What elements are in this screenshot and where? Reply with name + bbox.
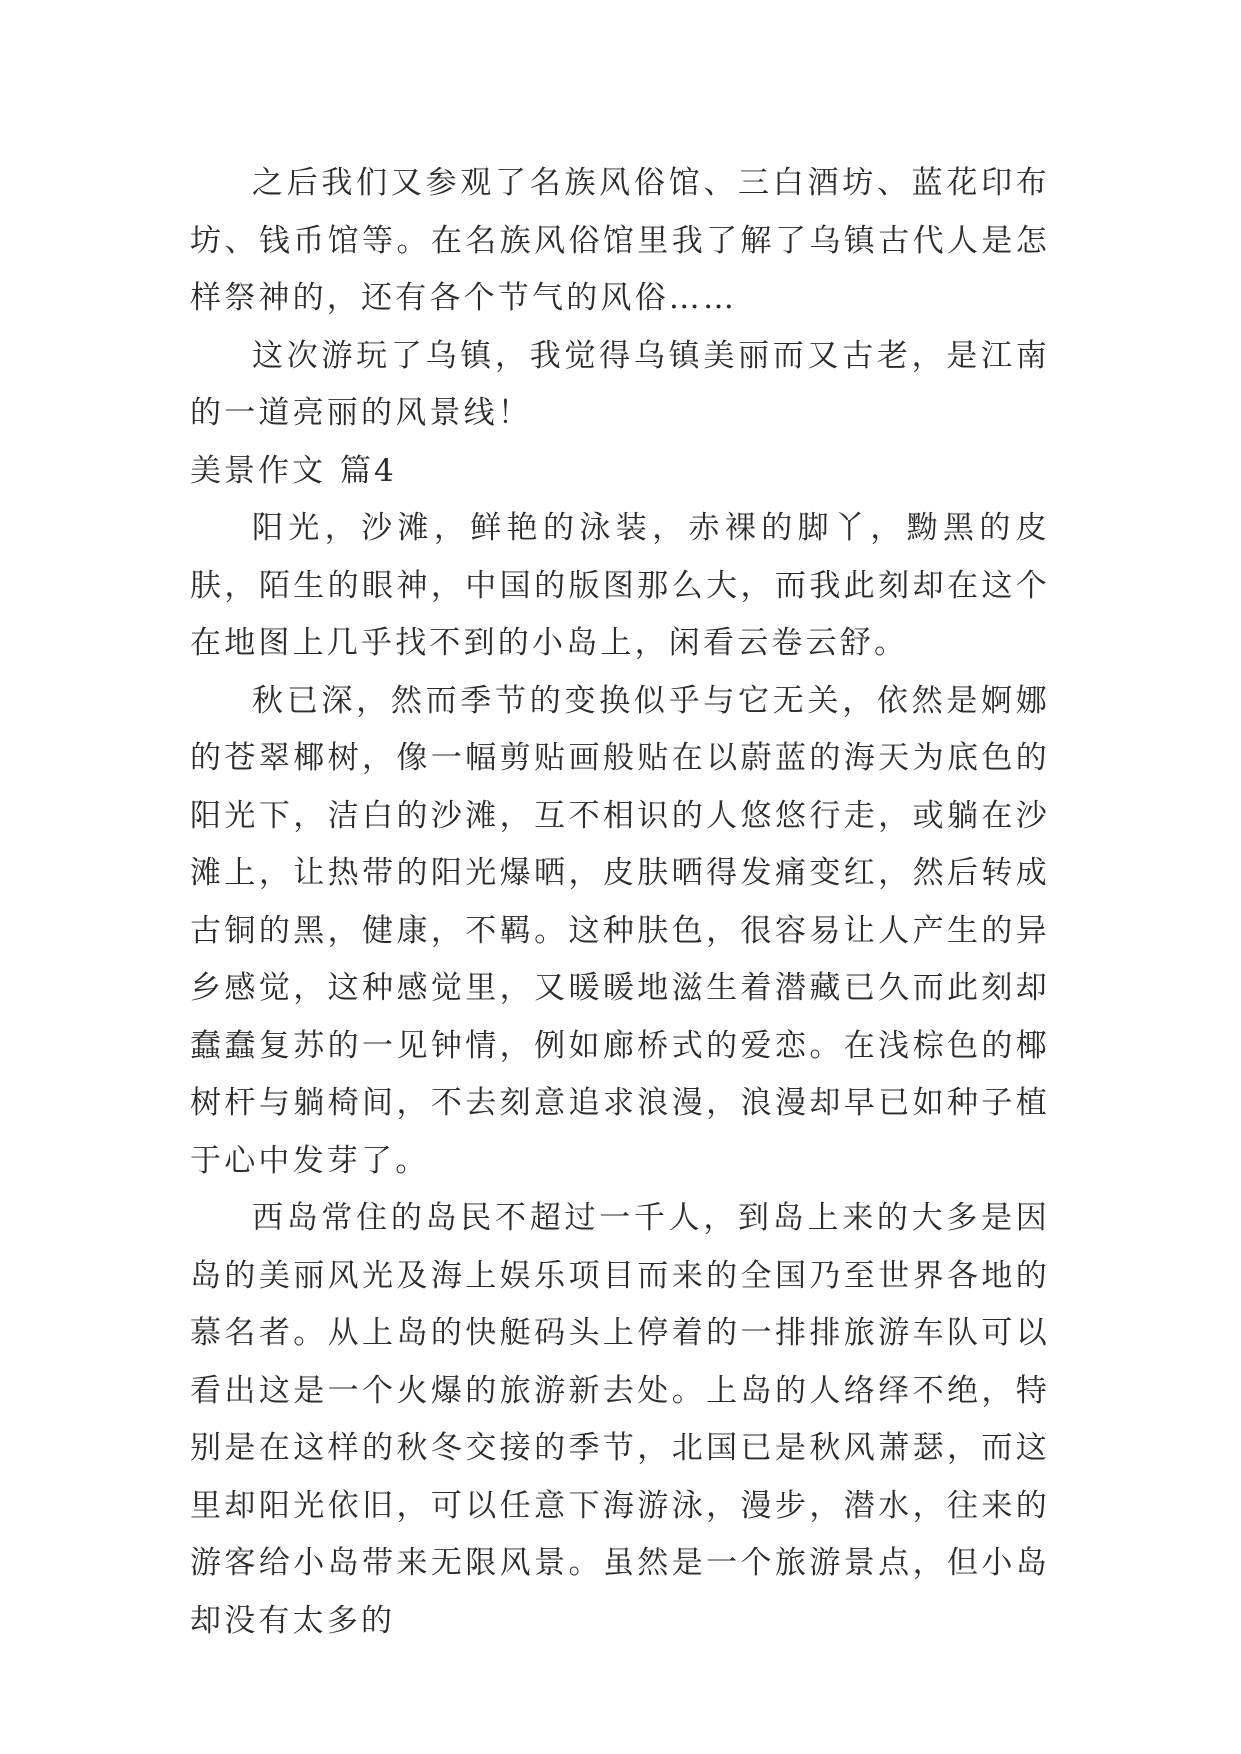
paragraph-museums: 之后我们又参观了名族风俗馆、三白酒坊、蓝花印布坊、钱币馆等。在名族风俗馆里我了解了乌镇古代人是怎样祭神的，还有各个节气的风俗…… [190,165,1050,316]
section-heading [190,443,1050,501]
paragraph-wuzhen-conclusion: 这次游玩了乌镇，我觉得乌镇美丽而又古老，是江南的一道亮丽的风景线！ [190,337,1050,431]
paragraph-island-residents: 西岛常住的岛民不超过一千人，到岛上来的大多是因岛的美丽风光及海上娱乐项目而来的全国乃至世界各地的慕名者。从上岛的快艇码头上停着的一排排旅游车队可以看出这是一个火爆的旅游新去处。上岛的人络绎不绝，特别是在这样的秋冬交接的季节，北国已是秋风萧瑟，而这里却阳光依旧，可以任意下海游泳，漫步，潜水，往来的游客给小岛带来无限风景。虽然是一个旅游景点，但小岛却没有太多的 [190,1200,1050,1639]
paragraph-autumn-palms: 秋已深，然而季节的变换似乎与它无关，依然是婀娜的苍翠椰树，像一幅剪贴画般贴在以蔚蓝的海天为底色的阳光下，洁白的沙滩，互不相识的人悠悠行走，或躺在沙滩上，让热带的阳光爆晒，皮肤晒得发痛变红，然后转成古铜的黑，健康，不羁。这种肤色，很容易让人产生的异乡感觉，这种感觉里，又暖暖地滋生着潜藏已久而此刻却蠢蠢复苏的一见钟情，例如廊桥式的爱恋。在浅棕色的椰树杆与躺椅间，不去刻意追求浪漫，浪漫却早已如种子植于心中发芽了。 [190,682,1050,1179]
section-heading-title: 美景作文 [190,452,326,489]
paragraph-beach-intro: 阳光，沙滩，鲜艳的泳装，赤裸的脚丫，黝黑的皮肤，陌生的眼神，中国的版图那么大，而我此刻却在这个在地图上几乎找不到的小岛上，闲看云卷云舒。 [190,510,1050,661]
section-heading-number: 篇4 [340,452,397,489]
document-body [190,155,1050,1650]
